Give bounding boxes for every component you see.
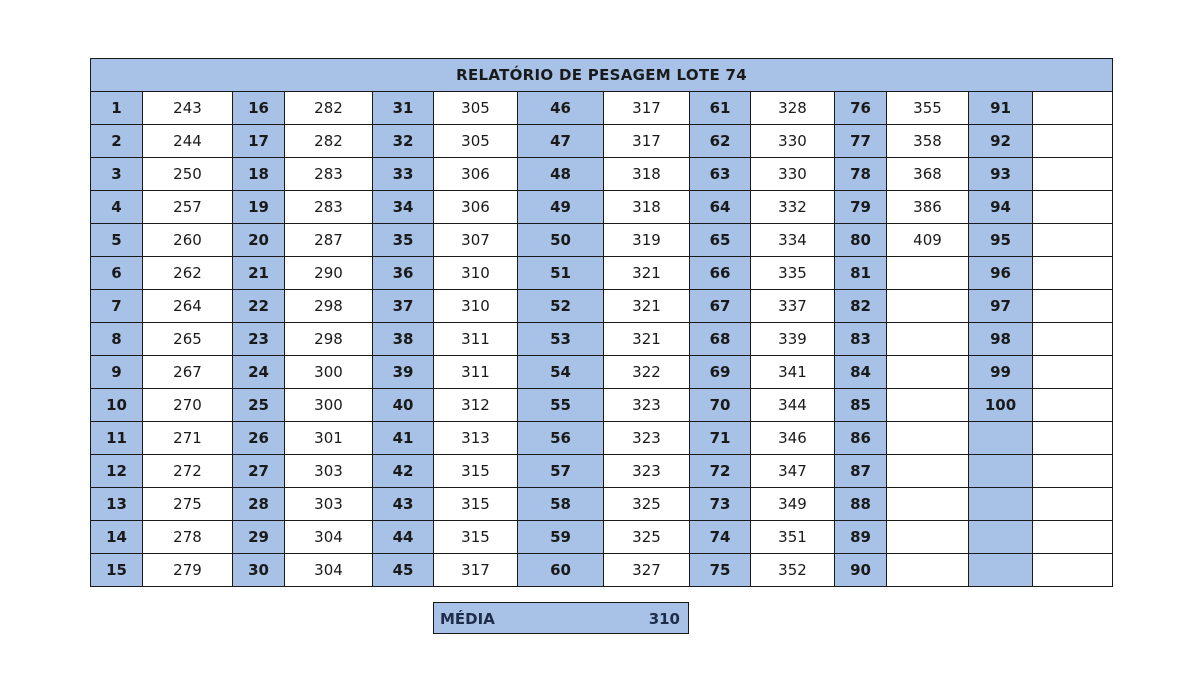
weight-cell: 315 xyxy=(434,488,518,521)
table-row xyxy=(91,158,1113,191)
weight-cell: 327 xyxy=(604,554,690,587)
animal-number-cell: 7 xyxy=(91,290,143,323)
weight-cell xyxy=(1033,125,1113,158)
table-row xyxy=(91,257,1113,290)
weight-cell: 409 xyxy=(887,224,969,257)
table-row xyxy=(91,224,1113,257)
weight-cell: 321 xyxy=(604,323,690,356)
animal-number-cell: 9 xyxy=(91,356,143,389)
table-row xyxy=(91,125,1113,158)
weight-cell: 341 xyxy=(751,356,835,389)
weight-cell: 300 xyxy=(285,356,373,389)
animal-number-cell: 17 xyxy=(233,125,285,158)
table-row xyxy=(91,191,1113,224)
animal-number-cell: 11 xyxy=(91,422,143,455)
animal-number-cell: 85 xyxy=(835,389,887,422)
animal-number-cell: 65 xyxy=(690,224,751,257)
weight-cell: 264 xyxy=(143,290,233,323)
animal-number-cell: 61 xyxy=(690,92,751,125)
weight-cell: 307 xyxy=(434,224,518,257)
animal-number-cell: 32 xyxy=(373,125,434,158)
weight-cell: 332 xyxy=(751,191,835,224)
animal-number-cell: 43 xyxy=(373,488,434,521)
animal-number-cell: 97 xyxy=(969,290,1033,323)
weight-cell: 347 xyxy=(751,455,835,488)
weight-cell xyxy=(887,257,969,290)
animal-number-cell: 23 xyxy=(233,323,285,356)
weight-cell: 282 xyxy=(285,92,373,125)
weight-cell xyxy=(1033,389,1113,422)
weight-cell: 321 xyxy=(604,257,690,290)
weight-cell: 386 xyxy=(887,191,969,224)
weight-cell: 250 xyxy=(143,158,233,191)
weight-cell: 300 xyxy=(285,389,373,422)
weight-cell: 305 xyxy=(434,92,518,125)
animal-number-cell: 96 xyxy=(969,257,1033,290)
animal-number-cell: 44 xyxy=(373,521,434,554)
weight-cell xyxy=(887,356,969,389)
weight-cell: 283 xyxy=(285,158,373,191)
weight-cell: 311 xyxy=(434,356,518,389)
weighing-report xyxy=(90,58,1112,587)
weight-cell: 330 xyxy=(751,125,835,158)
animal-number-cell: 14 xyxy=(91,521,143,554)
weight-cell: 352 xyxy=(751,554,835,587)
weight-cell: 325 xyxy=(604,488,690,521)
weight-cell xyxy=(887,323,969,356)
animal-number-cell: 53 xyxy=(518,323,604,356)
animal-number-cell: 18 xyxy=(233,158,285,191)
weight-cell: 278 xyxy=(143,521,233,554)
weight-cell xyxy=(1033,191,1113,224)
animal-number-cell: 56 xyxy=(518,422,604,455)
weight-cell: 257 xyxy=(143,191,233,224)
animal-number-cell: 78 xyxy=(835,158,887,191)
animal-number-cell: 60 xyxy=(518,554,604,587)
animal-number-cell: 48 xyxy=(518,158,604,191)
animal-number-cell: 6 xyxy=(91,257,143,290)
animal-number-cell: 87 xyxy=(835,455,887,488)
animal-number-cell: 29 xyxy=(233,521,285,554)
animal-number-cell: 79 xyxy=(835,191,887,224)
animal-number-cell xyxy=(969,422,1033,455)
weight-cell xyxy=(1033,488,1113,521)
animal-number-cell: 39 xyxy=(373,356,434,389)
animal-number-cell: 13 xyxy=(91,488,143,521)
animal-number-cell: 95 xyxy=(969,224,1033,257)
weight-cell: 283 xyxy=(285,191,373,224)
animal-number-cell: 34 xyxy=(373,191,434,224)
weight-cell: 317 xyxy=(434,554,518,587)
average-row xyxy=(433,602,689,634)
animal-number-cell: 5 xyxy=(91,224,143,257)
table-row xyxy=(91,389,1113,422)
animal-number-cell: 16 xyxy=(233,92,285,125)
report-title: RELATÓRIO DE PESAGEM LOTE 74 xyxy=(91,59,1113,92)
weight-cell: 298 xyxy=(285,290,373,323)
animal-number-cell: 77 xyxy=(835,125,887,158)
weight-cell: 321 xyxy=(604,290,690,323)
weight-cell: 323 xyxy=(604,389,690,422)
weight-cell: 368 xyxy=(887,158,969,191)
weight-cell: 358 xyxy=(887,125,969,158)
animal-number-cell: 92 xyxy=(969,125,1033,158)
animal-number-cell: 35 xyxy=(373,224,434,257)
weight-cell: 319 xyxy=(604,224,690,257)
animal-number-cell: 66 xyxy=(690,257,751,290)
animal-number-cell: 12 xyxy=(91,455,143,488)
table-row xyxy=(91,554,1113,587)
weight-cell: 325 xyxy=(604,521,690,554)
weight-cell xyxy=(1033,290,1113,323)
animal-number-cell: 31 xyxy=(373,92,434,125)
weight-cell: 339 xyxy=(751,323,835,356)
animal-number-cell: 51 xyxy=(518,257,604,290)
weight-cell: 260 xyxy=(143,224,233,257)
weight-cell: 301 xyxy=(285,422,373,455)
weight-cell: 351 xyxy=(751,521,835,554)
average-label: MÉDIA xyxy=(440,610,495,628)
table-body xyxy=(91,92,1113,587)
weight-cell xyxy=(887,422,969,455)
weight-cell xyxy=(1033,224,1113,257)
weight-cell: 312 xyxy=(434,389,518,422)
animal-number-cell: 20 xyxy=(233,224,285,257)
weight-cell xyxy=(1033,257,1113,290)
animal-number-cell: 70 xyxy=(690,389,751,422)
animal-number-cell: 26 xyxy=(233,422,285,455)
animal-number-cell: 94 xyxy=(969,191,1033,224)
weight-cell: 279 xyxy=(143,554,233,587)
weight-cell: 334 xyxy=(751,224,835,257)
weight-cell: 265 xyxy=(143,323,233,356)
weight-cell: 315 xyxy=(434,521,518,554)
weight-cell: 317 xyxy=(604,125,690,158)
weight-cell: 323 xyxy=(604,422,690,455)
weight-cell: 335 xyxy=(751,257,835,290)
weight-cell: 306 xyxy=(434,191,518,224)
animal-number-cell: 55 xyxy=(518,389,604,422)
weight-cell: 323 xyxy=(604,455,690,488)
weight-cell: 267 xyxy=(143,356,233,389)
animal-number-cell: 81 xyxy=(835,257,887,290)
animal-number-cell: 89 xyxy=(835,521,887,554)
animal-number-cell: 15 xyxy=(91,554,143,587)
animal-number-cell xyxy=(969,554,1033,587)
weight-cell: 262 xyxy=(143,257,233,290)
weighing-table xyxy=(90,58,1113,587)
animal-number-cell: 86 xyxy=(835,422,887,455)
weight-cell: 337 xyxy=(751,290,835,323)
table-row xyxy=(91,488,1113,521)
animal-number-cell: 84 xyxy=(835,356,887,389)
weight-cell xyxy=(887,455,969,488)
animal-number-cell xyxy=(969,488,1033,521)
weight-cell xyxy=(1033,521,1113,554)
animal-number-cell: 42 xyxy=(373,455,434,488)
weight-cell: 317 xyxy=(604,92,690,125)
animal-number-cell: 71 xyxy=(690,422,751,455)
weight-cell xyxy=(887,389,969,422)
animal-number-cell: 88 xyxy=(835,488,887,521)
weight-cell xyxy=(887,554,969,587)
weight-cell: 243 xyxy=(143,92,233,125)
weight-cell: 290 xyxy=(285,257,373,290)
animal-number-cell: 25 xyxy=(233,389,285,422)
animal-number-cell: 24 xyxy=(233,356,285,389)
animal-number-cell: 82 xyxy=(835,290,887,323)
animal-number-cell: 28 xyxy=(233,488,285,521)
weight-cell: 311 xyxy=(434,323,518,356)
table-row xyxy=(91,323,1113,356)
weight-cell: 313 xyxy=(434,422,518,455)
animal-number-cell: 67 xyxy=(690,290,751,323)
animal-number-cell: 68 xyxy=(690,323,751,356)
table-row xyxy=(91,290,1113,323)
weight-cell: 270 xyxy=(143,389,233,422)
weight-cell: 306 xyxy=(434,158,518,191)
animal-number-cell: 21 xyxy=(233,257,285,290)
weight-cell: 271 xyxy=(143,422,233,455)
animal-number-cell: 91 xyxy=(969,92,1033,125)
animal-number-cell: 62 xyxy=(690,125,751,158)
animal-number-cell: 2 xyxy=(91,125,143,158)
weight-cell: 322 xyxy=(604,356,690,389)
table-row xyxy=(91,92,1113,125)
animal-number-cell: 74 xyxy=(690,521,751,554)
animal-number-cell: 47 xyxy=(518,125,604,158)
animal-number-cell: 80 xyxy=(835,224,887,257)
animal-number-cell: 63 xyxy=(690,158,751,191)
weight-cell: 282 xyxy=(285,125,373,158)
animal-number-cell: 8 xyxy=(91,323,143,356)
animal-number-cell: 22 xyxy=(233,290,285,323)
weight-cell: 328 xyxy=(751,92,835,125)
weight-cell: 355 xyxy=(887,92,969,125)
weight-cell: 318 xyxy=(604,158,690,191)
animal-number-cell: 90 xyxy=(835,554,887,587)
animal-number-cell: 69 xyxy=(690,356,751,389)
weight-cell xyxy=(887,290,969,323)
table-row xyxy=(91,356,1113,389)
animal-number-cell: 10 xyxy=(91,389,143,422)
animal-number-cell: 19 xyxy=(233,191,285,224)
table-row xyxy=(91,521,1113,554)
animal-number-cell: 98 xyxy=(969,323,1033,356)
animal-number-cell: 38 xyxy=(373,323,434,356)
animal-number-cell: 64 xyxy=(690,191,751,224)
animal-number-cell: 37 xyxy=(373,290,434,323)
weight-cell xyxy=(1033,554,1113,587)
animal-number-cell: 58 xyxy=(518,488,604,521)
animal-number-cell: 1 xyxy=(91,92,143,125)
weight-cell: 244 xyxy=(143,125,233,158)
table-row xyxy=(91,422,1113,455)
weight-cell: 330 xyxy=(751,158,835,191)
weight-cell: 346 xyxy=(751,422,835,455)
animal-number-cell: 57 xyxy=(518,455,604,488)
weight-cell xyxy=(1033,455,1113,488)
animal-number-cell: 73 xyxy=(690,488,751,521)
weight-cell: 275 xyxy=(143,488,233,521)
animal-number-cell xyxy=(969,521,1033,554)
weight-cell xyxy=(1033,158,1113,191)
animal-number-cell: 30 xyxy=(233,554,285,587)
weight-cell xyxy=(1033,356,1113,389)
weight-cell: 303 xyxy=(285,488,373,521)
animal-number-cell: 49 xyxy=(518,191,604,224)
weight-cell: 303 xyxy=(285,455,373,488)
animal-number-cell: 100 xyxy=(969,389,1033,422)
table-row xyxy=(91,455,1113,488)
weight-cell: 272 xyxy=(143,455,233,488)
average-value: 310 xyxy=(648,610,680,628)
weight-cell: 315 xyxy=(434,455,518,488)
weight-cell: 310 xyxy=(434,257,518,290)
animal-number-cell: 54 xyxy=(518,356,604,389)
weight-cell xyxy=(1033,92,1113,125)
weight-cell xyxy=(887,521,969,554)
weight-cell: 318 xyxy=(604,191,690,224)
animal-number-cell: 3 xyxy=(91,158,143,191)
animal-number-cell: 72 xyxy=(690,455,751,488)
animal-number-cell: 76 xyxy=(835,92,887,125)
weight-cell: 298 xyxy=(285,323,373,356)
animal-number-cell: 75 xyxy=(690,554,751,587)
weight-cell: 310 xyxy=(434,290,518,323)
weight-cell: 349 xyxy=(751,488,835,521)
weight-cell xyxy=(1033,323,1113,356)
animal-number-cell: 46 xyxy=(518,92,604,125)
weight-cell: 304 xyxy=(285,521,373,554)
weight-cell xyxy=(887,488,969,521)
animal-number-cell: 33 xyxy=(373,158,434,191)
animal-number-cell: 45 xyxy=(373,554,434,587)
animal-number-cell: 52 xyxy=(518,290,604,323)
animal-number-cell: 36 xyxy=(373,257,434,290)
weight-cell: 305 xyxy=(434,125,518,158)
animal-number-cell: 83 xyxy=(835,323,887,356)
animal-number-cell: 27 xyxy=(233,455,285,488)
weight-cell: 287 xyxy=(285,224,373,257)
animal-number-cell: 41 xyxy=(373,422,434,455)
animal-number-cell: 59 xyxy=(518,521,604,554)
animal-number-cell: 4 xyxy=(91,191,143,224)
animal-number-cell xyxy=(969,455,1033,488)
weight-cell: 344 xyxy=(751,389,835,422)
animal-number-cell: 93 xyxy=(969,158,1033,191)
weight-cell xyxy=(1033,422,1113,455)
weight-cell: 304 xyxy=(285,554,373,587)
animal-number-cell: 99 xyxy=(969,356,1033,389)
animal-number-cell: 50 xyxy=(518,224,604,257)
animal-number-cell: 40 xyxy=(373,389,434,422)
